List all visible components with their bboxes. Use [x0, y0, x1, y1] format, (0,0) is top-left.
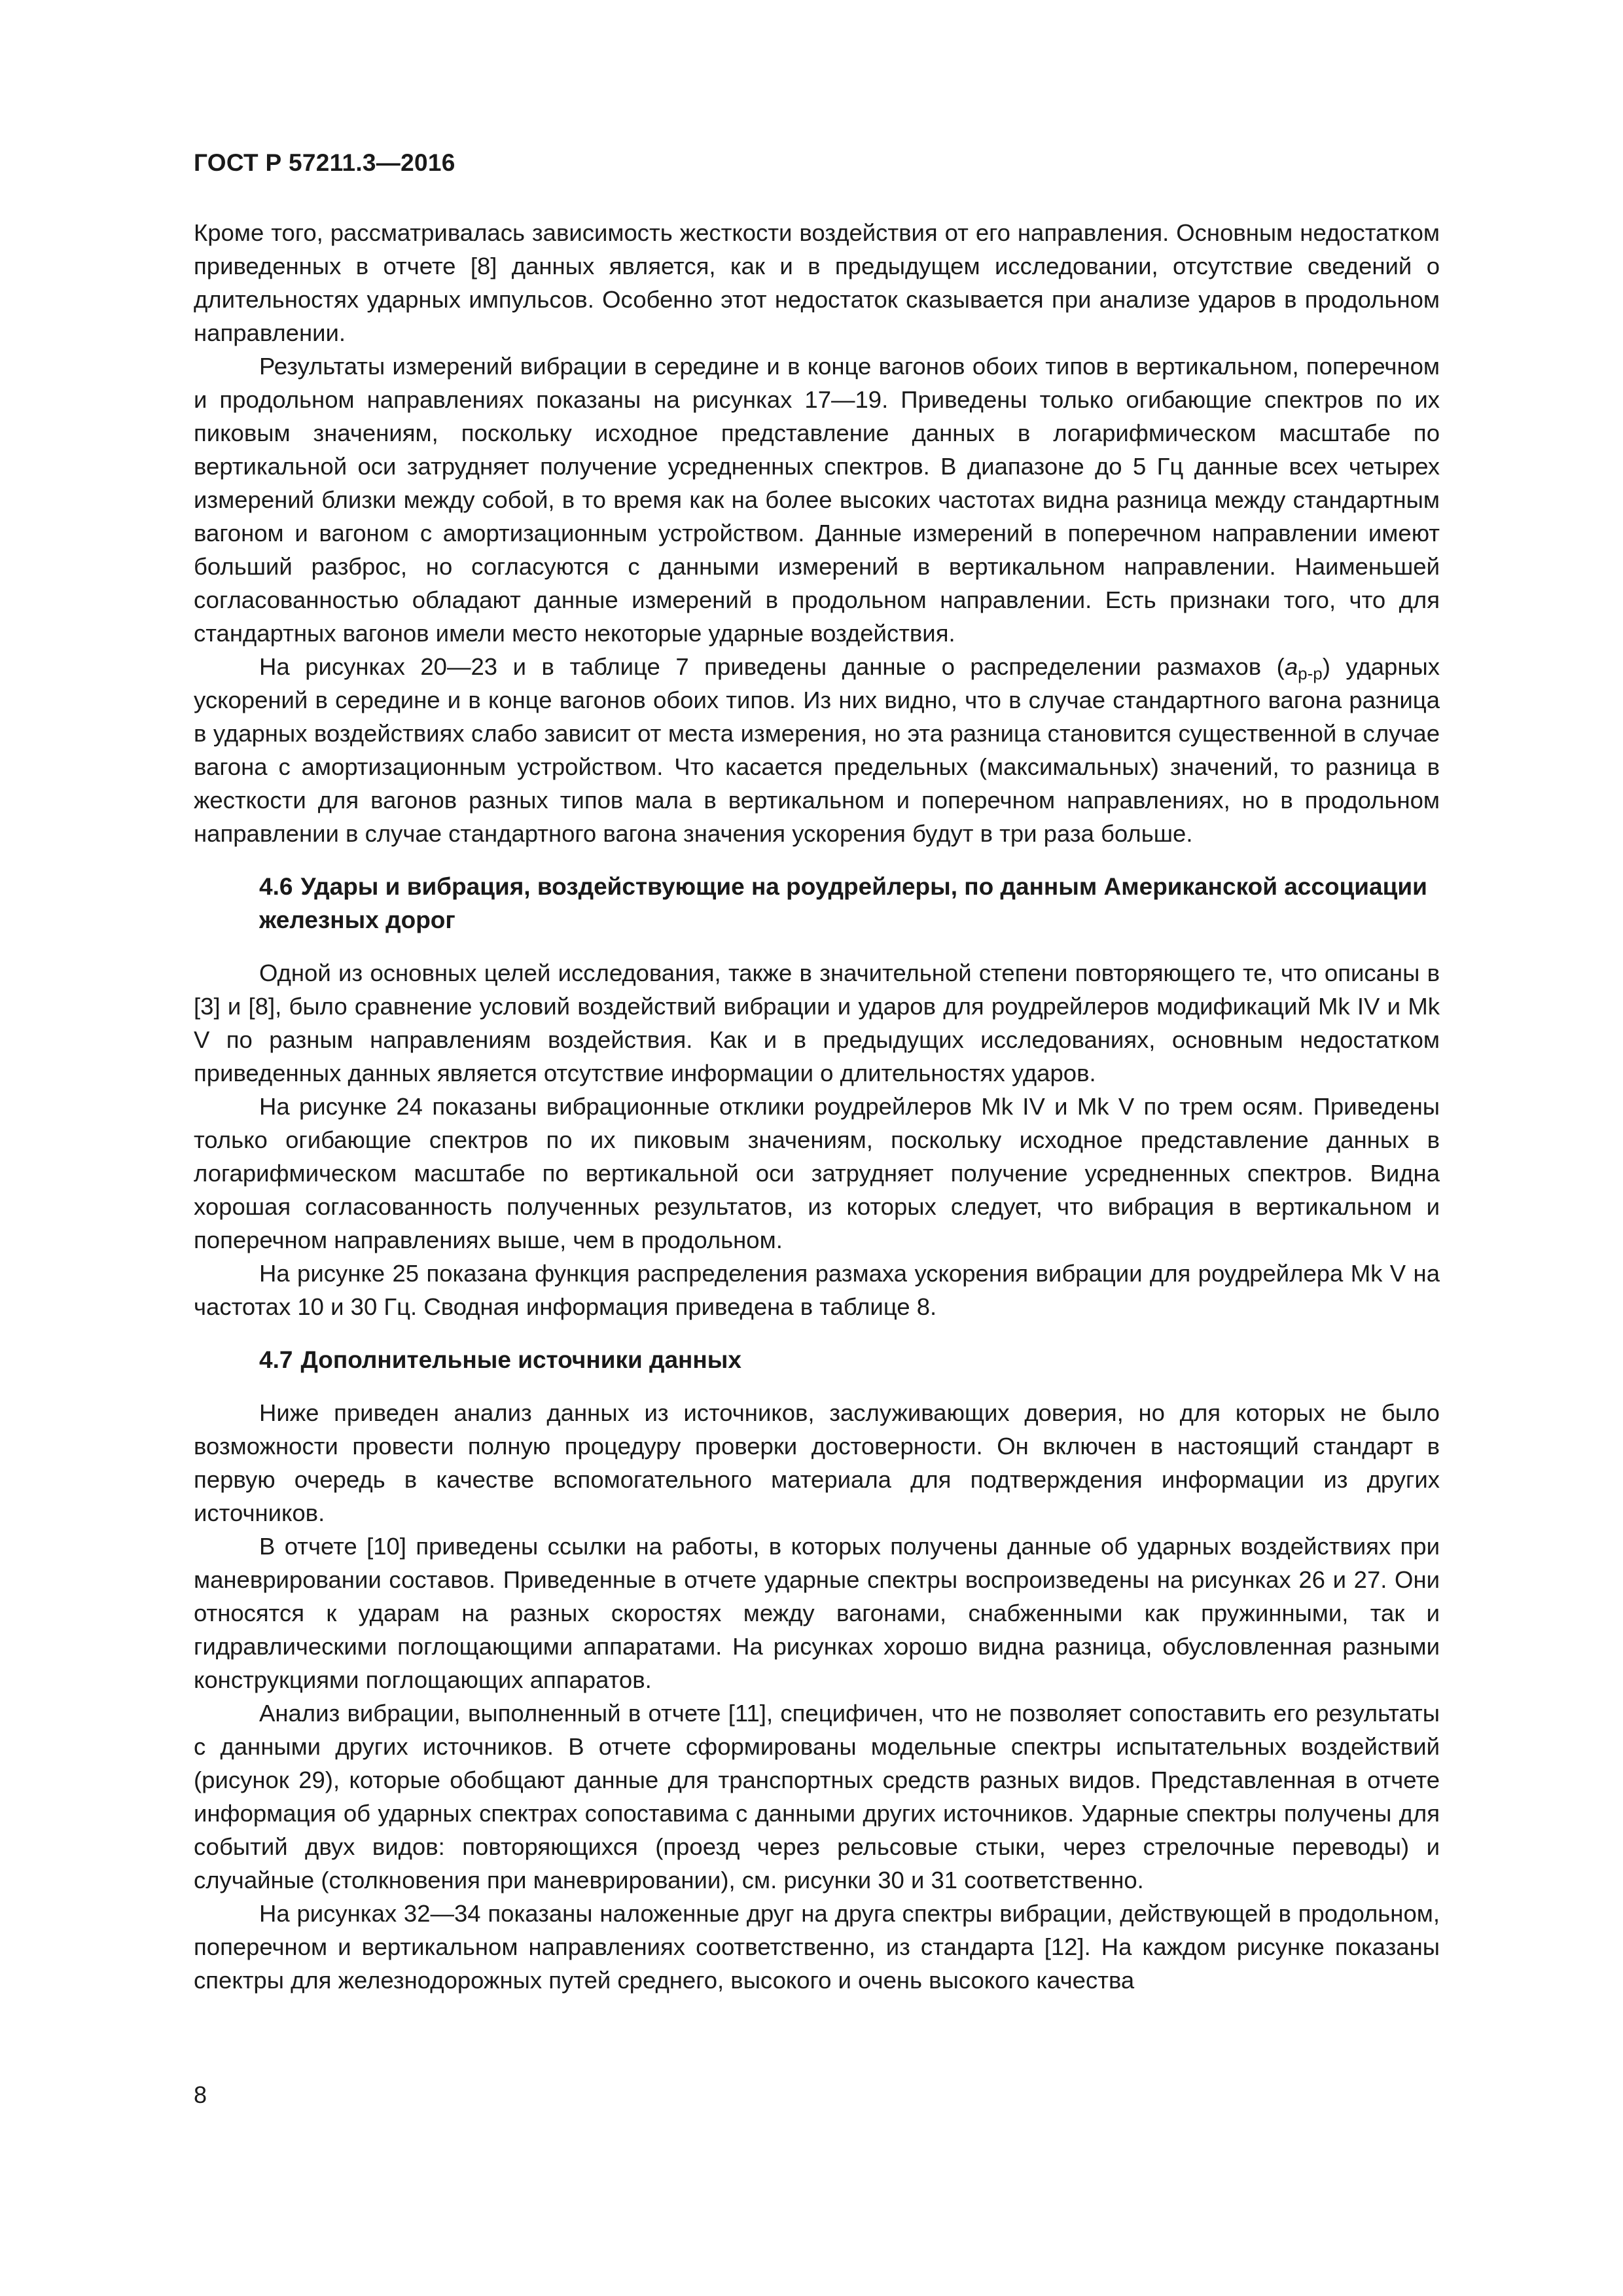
paragraph: Кроме того, рассматривалась зависимость жесткости воздействия от его направления. Основным недостатком приведенных в отчете [8] данных является, как и в предыдущем исследовании, отсутствие сведений о длительностях ударных импульсов. Особенно этот недостаток сказывается при анализе ударов в продольном направлении.: [194, 219, 1440, 346]
paragraph: Анализ вибрации, выполненный в отчете [11], специфичен, что не позволяет сопоставить его результаты с данными других источников. В отчете сформированы модельные спектры испытательных воздействий (рисунок 29), которые обобщают данные для транспортных средств разных видов. Представленная в отчете информация об ударных спектрах сопоставима с данными других источников. Ударные спектры получены для событий двух видов: повторяющихся (проезд через рельсовые стыки, через стрелочные переводы) и случайные (столкновения при маневрировании), см. рисунки 30 и 31 соответственно.: [194, 1700, 1440, 1893]
paragraph: На рисунке 25 показана функция распределения размаха ускорения вибрации для роудрейлера Mk V на частотах 10 и 30 Гц. Сводная информация приведена в таблице 8.: [194, 1260, 1440, 1320]
page-number: 8: [194, 2081, 207, 2108]
paragraph: В отчете [10] приведены ссылки на работы, в которых получены данные об ударных воздействиях при маневрировании составов. Приведенные в отчете ударные спектры воспроизведены на рисунках 26 и 27. Они относятся к ударам на разных скоростях между вагонами, снабженными как пружинными, так и гидравлическими поглощающими аппаратами. На рисунках хорошо видна разница, обусловленная разными конструкциями поглощающих аппаратов.: [194, 1533, 1440, 1693]
section-heading: [259, 1343, 1440, 1376]
section-number: 4.6: [259, 873, 293, 900]
paragraph: Ниже приведен анализ данных из источников, заслуживающих доверия, но для которых не было возможности провести полную процедуру проверки достоверности. Он включен в настоящий стандарт в первую очередь в качестве вспомогательного материала для подтверждения информации из других источников.: [194, 1399, 1440, 1526]
section-heading: [259, 870, 1440, 937]
section-title: Удары и вибрация, воздействующие на роудрейлеры, по данным Американской ассоциации железных дорог: [259, 873, 1427, 933]
paragraph-text: На рисунках 20—23 и в таблице 7 приведены данные о распределении размахов (: [259, 653, 1285, 680]
paragraph-text: ) ударных ускорений в середине и в конце вагонов обоих типов. Из них видно, что в случае стандартного вагона разница в ударных воздействиях слабо зависит от места измерения, но эта разница становится существенной в случае вагона с амортизационным устройством. Что касается предельных (максимальных) значений, то разница в жесткости для вагонов разных типов мала в вертикальном и поперечном направлениях, но в продольном направлении в случае стандартного вагона значения ускорения будут в три раза больше.: [194, 653, 1440, 847]
section-title: Дополнительные источники данных: [300, 1346, 741, 1373]
document-header: ГОСТ Р 57211.3—2016: [194, 149, 455, 176]
section-number: 4.7: [259, 1346, 293, 1373]
document-body: [194, 216, 1440, 1997]
math-symbol: a: [1284, 653, 1298, 680]
paragraph: Одной из основных целей исследования, также в значительной степени повторяющего те, что описаны в [3] и [8], было сравнение условий воздействий вибрации и ударов для роудрейлеров модификаций Mk IV и Mk V по разным направлениям воздействия. Как и в предыдущих исследованиях, основным недостатком приведенных данных является отсутствие информации о длительностях ударов.: [194, 960, 1440, 1086]
paragraph: На рисунке 24 показаны вибрационные отклики роудрейлеров Mk IV и Mk V по трем осям. Приведены только огибающие спектров по их пиковым значениям, поскольку исходное представление данных в логарифмическом масштабе по вертикальной оси затрудняет получение усредненных спектров. Видна хорошая согласованность полученных результатов, из которых следует, что вибрация в вертикальном и поперечном направлениях выше, чем в продольном.: [194, 1093, 1440, 1253]
paragraph: [194, 650, 1440, 850]
paragraph: На рисунках 32—34 показаны наложенные друг на друга спектры вибрации, действующей в продольном, поперечном и вертикальном направлениях соответственно, из стандарта [12]. На каждом рисунке показаны спектры для железнодорожных путей среднего, высокого и очень высокого качества: [194, 1900, 1440, 1994]
math-subscript: p-p: [1298, 664, 1323, 683]
paragraph: Результаты измерений вибрации в середине и в конце вагонов обоих типов в вертикальном, поперечном и продольном направлениях показаны на рисунках 17—19. Приведены только огибающие спектров по их пиковым значениям, поскольку исходное представление данных в логарифмическом масштабе по вертикальной оси затрудняет получение усредненных спектров. В диапазоне до 5 Гц данные всех четырех измерений близки между собой, в то время как на более высоких частотах видна разница между стандартным вагоном и вагоном с амортизационным устройством. Данные измерений в поперечном направлении имеют больший разброс, но согласуются с данными измерений в вертикальном направлении. Наименьшей согласованностью обладают данные измерений в продольном направлении. Есть признаки того, что для стандартных вагонов имели место некоторые ударные воздействия.: [194, 353, 1440, 647]
